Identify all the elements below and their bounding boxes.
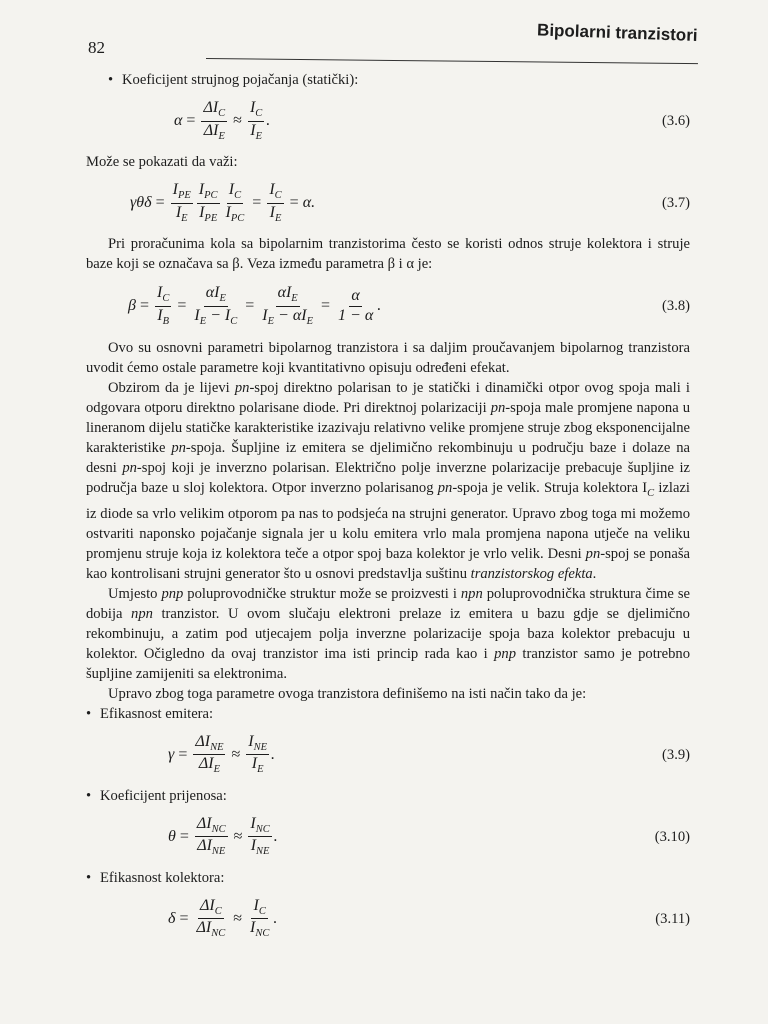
bullet-icon: • bbox=[86, 869, 92, 886]
bullet-text: Koeficijent strujnog pojačanja (statički): bbox=[122, 72, 359, 88]
page-header bbox=[88, 20, 699, 60]
paragraph: Pri proračunima kola sa bipolarnim tranzistorima često se koristi odnos struje kolektora i struje baze koji se označava sa β. Veza između parametra β i α je: bbox=[86, 236, 690, 272]
bullet-item bbox=[86, 786, 690, 806]
equation-3-7: γθδ = $\frac{I_{PE}}{I_E}$ $\frac{I_{PC}}{I_{PE}}$ $\frac{I_C}{I_{PC}}$ = $\frac{I_C}{I_E}$ = α. (3.7) bbox=[130, 181, 690, 224]
paragraph: Ovo su osnovni parametri bipolarnog tranzistora i sa daljim proučavanjem bipolarnog tranzistora uvodit ćemo ostale parametre koji kvantitativno opisuju određeni efekat. bbox=[86, 340, 690, 376]
equation-number: (3.11) bbox=[655, 910, 690, 927]
bullet-icon: • bbox=[86, 787, 92, 804]
equation-number: (3.6) bbox=[662, 113, 690, 129]
bullet-item bbox=[108, 70, 690, 90]
equation-number: (3.8) bbox=[662, 298, 690, 314]
page-number: 82 bbox=[88, 38, 105, 57]
equation-3-6: α = $\frac{\Delta I_C}{\Delta I_E}$ ≈ $\frac{I_C}{I_E}$ . (3.6) bbox=[174, 99, 690, 142]
bullet-item bbox=[86, 704, 690, 724]
equation-3-11: δ = $\frac{\Delta I_C}{\Delta I_{NC}}$ ≈ $\frac{I_C}{I_{NC}}$ . (3.11) bbox=[168, 897, 690, 940]
bullet-text: Efikasnost emitera: bbox=[100, 705, 214, 722]
equation-number: (3.7) bbox=[662, 195, 690, 211]
equation-3-10: θ = $\frac{\Delta I_{NC}}{\Delta I_{NE}}$ ≈ $\frac{I_{NC}}{I_{NE}}$ . (3.10) bbox=[168, 815, 690, 858]
header-rule bbox=[206, 58, 698, 64]
bullet-text: Koeficijent prijenosa: bbox=[100, 787, 227, 804]
paragraph: Obzirom da je lijevi pn-spoj direktno polarisan to je statički i dinamički otpor ovog spoja mali i odgovara otporu direktno polarisane diode. Pri direktnoj polarizaciji pn-spoja male promjene napona u lineranom dijelu statičke karakteristike izazivaju relativno velike promjene struje zbog eksponencijalne karakteristike pn-spoja. Šupljine iz emitera se djelimično rekombinuju u području baze i dolaze na desni pn-spoj koji je inverzno polarisan. Električno polje inverzne polarizacije prebacuje šupljine iz područja baze u sloj kolektora. Otpor inverzno polarisanog pn-spoja je velik. Struja kolektora $I_C$ izlazi iz diode sa vrlo velikim otporom pa nas to podsjeća na strujni generator. Upravo zbog toga mi možemo ostvariti naponsko pojačanje signala jer u kolu emitera vrlo mala promjena napona utječe na veliku promjenu struje koja iz kolektora teče a otpor spoj baza kolektor je vrlo velik. Desni pn-spoj se ponaša kao kontrolisani strujni generator što u osnovi predstavlja suštinu tranzistorskog efekta. bbox=[86, 380, 691, 582]
equation-number: (3.10) bbox=[654, 828, 690, 845]
running-title: Bipolarni tranzistori bbox=[537, 20, 699, 45]
paragraph: Upravo zbog toga parametre ovoga tranzistora definišemo na isti način tako da je: bbox=[108, 685, 587, 702]
equation-3-9: γ = $\frac{\Delta I_{NE}}{\Delta I_E}$ ≈ $\frac{I_{NE}}{I_E}$ . (3.9) bbox=[168, 733, 690, 776]
paragraph: Može se pokazati da važi: bbox=[86, 154, 238, 170]
bullet-item bbox=[86, 868, 690, 888]
equation-3-8: β = $\frac{I_C}{I_B}$ = $\frac{\alpha I_E}{I_E - I_C}$ = $\frac{\alpha I_E}{I_E - \alpha I_E}$ = $\frac{\alpha}{1 - \alpha}$ . (3.8) bbox=[128, 284, 690, 327]
page-body bbox=[86, 70, 690, 950]
paragraph: Umjesto pnp poluprovodničke struktur može se proizvesti i npn poluprovodnička struktura čime se dobija npn tranzistor. U ovom slučaju elektroni prelaze iz emitera u bazu gdje se djelimično rekombinuju, a zatim pod utjecajem polja inverzne polarizacije spoja baza kolektor prebacuju u kolektor. Očigledno da ovaj tranzistor ima isti princip rada kao i pnp tranzistor samo je potrebno šupljine zamijeniti sa elektronima. bbox=[86, 585, 690, 682]
bullet-icon: • bbox=[86, 705, 92, 722]
bullet-text: Efikasnost kolektora: bbox=[100, 869, 225, 886]
equation-number: (3.9) bbox=[662, 746, 690, 763]
bullet-icon: • bbox=[108, 72, 114, 88]
